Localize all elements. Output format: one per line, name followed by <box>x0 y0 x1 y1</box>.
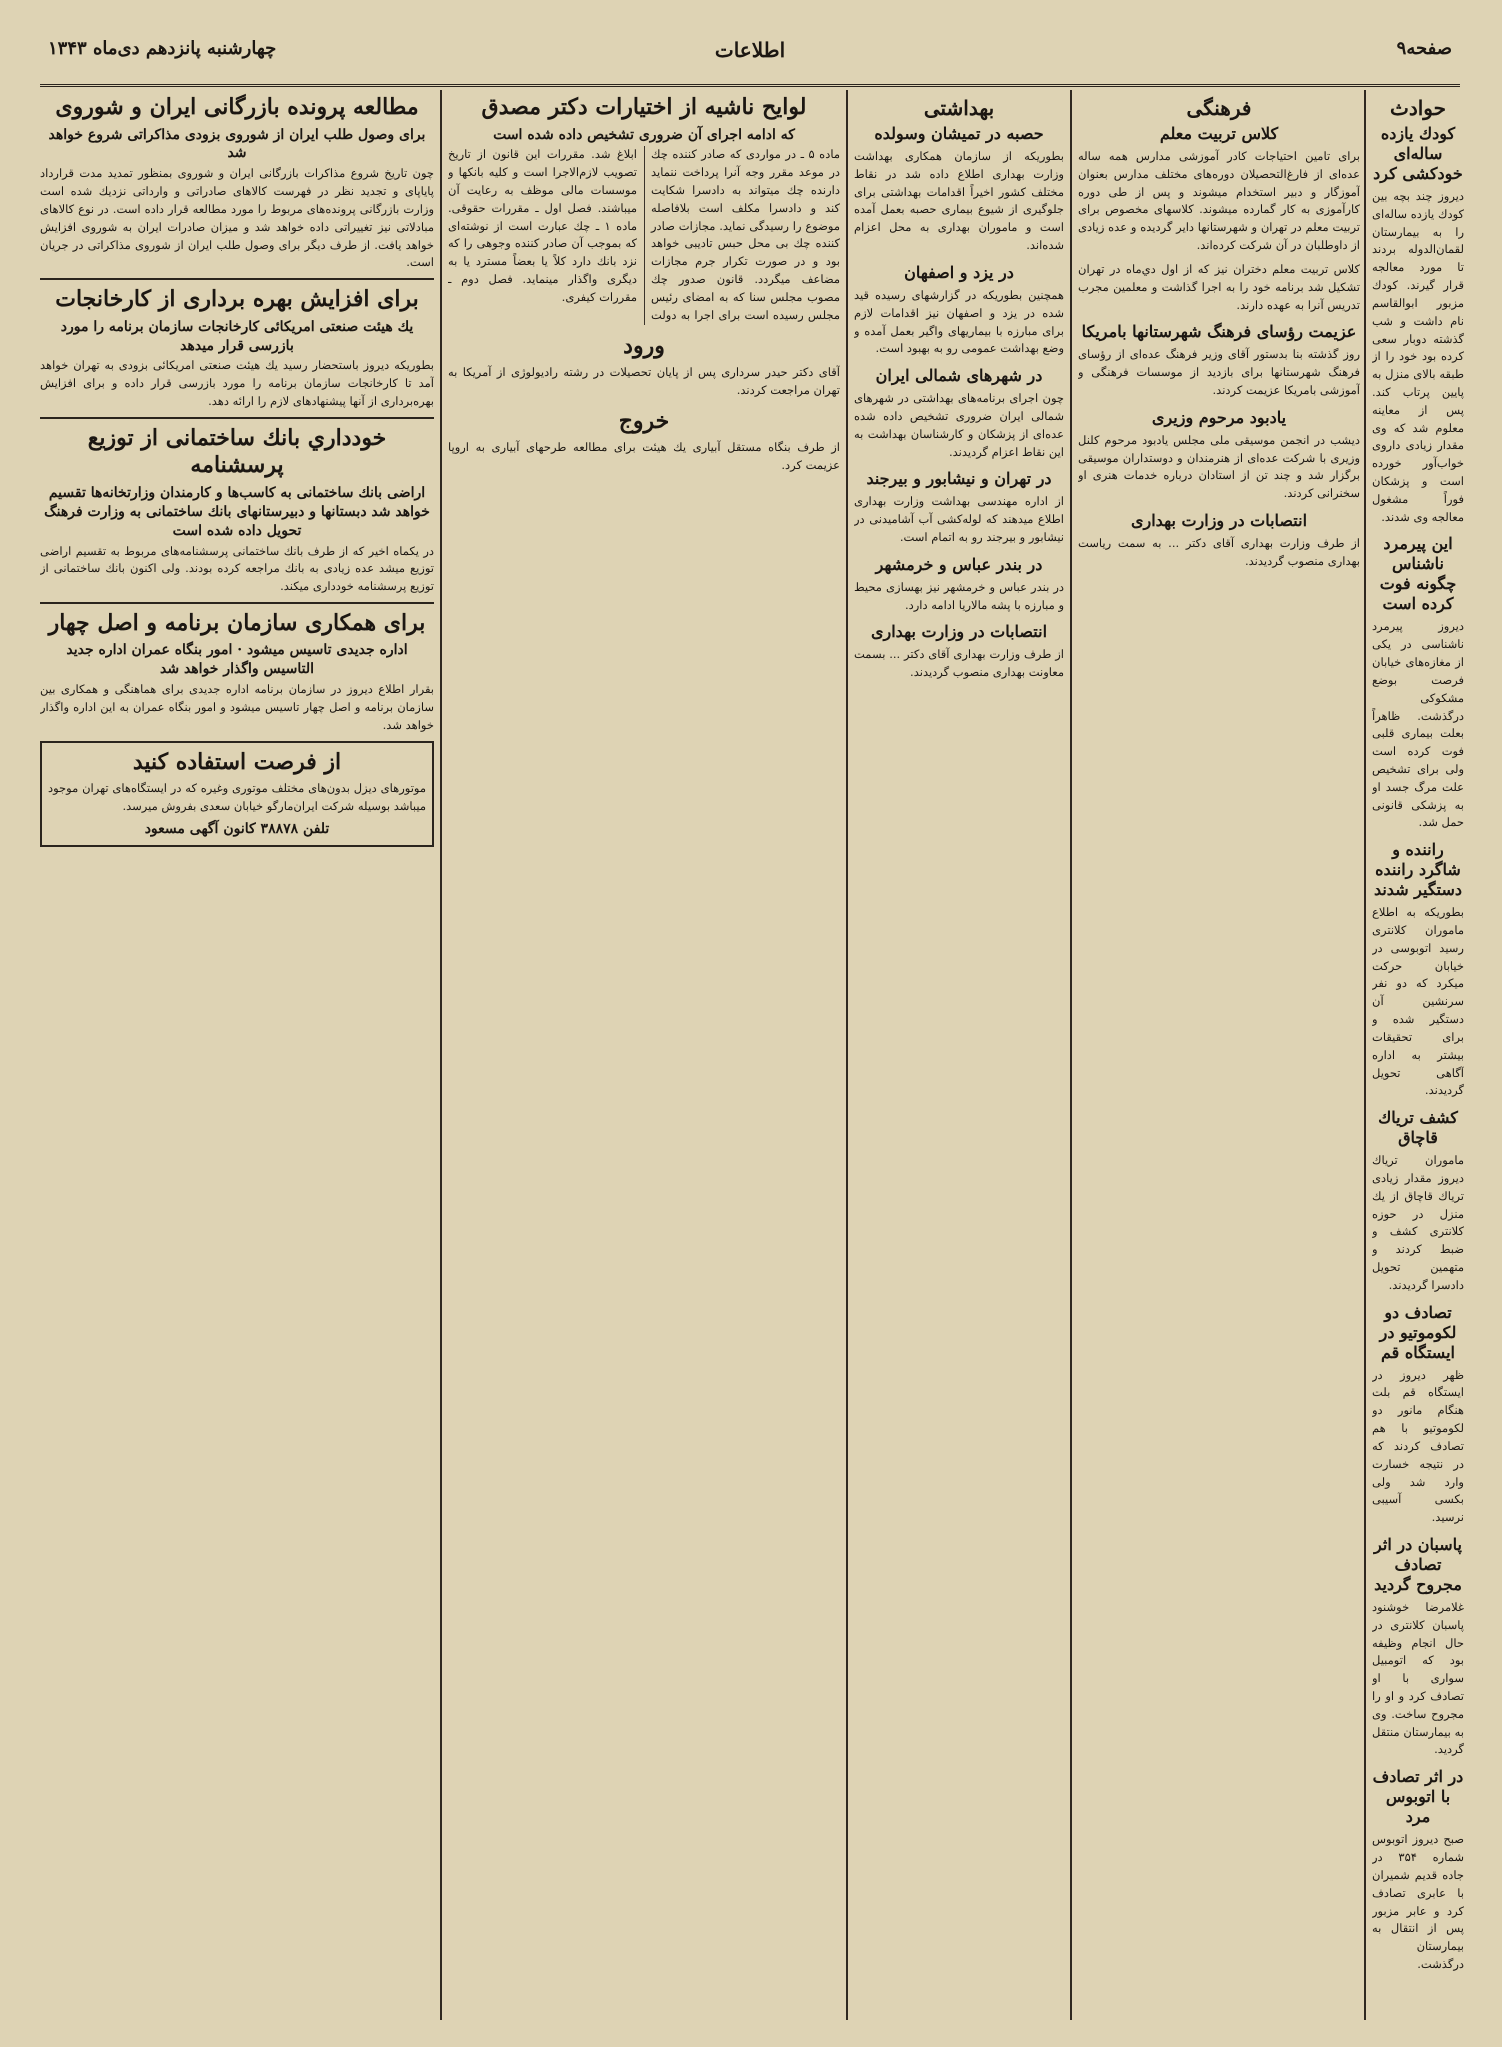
article-subheadline: اراضى بانك ساختمانى به كاسب‌ها و كارمندان وزارتخانه‌ها تقسيم خواهد شد دبستانها و دبيرستانهاى بانك ساختمانى به وزارت فرهنگ تحويل داده شده است <box>44 484 430 539</box>
article-subheadline: يك هيئت صنعتى امريكائى كارخانجات سازمان برنامه را مورد بازرسى قرار ميدهد <box>60 318 414 354</box>
article-headline: ورود <box>623 332 665 359</box>
divider <box>40 602 434 604</box>
article-body: روز گذشته بنا بدستور آقاى وزير فرهنگ عده‌اى از رؤساى فرهنگ شهرستانها براى بازديد از موسسات فرهنگى و آموزشى بامريكا عزيمت كردند. <box>1078 347 1360 397</box>
ad-body: موتورهاى ديزل بدون‌هاى مختلف موتورى وغيره كه در ايستگاه‌هاى تهران موجود ميباشد بوسيله شركت ايران‌مارگو خيابان سعدى بفروش ميرسد. <box>48 781 426 814</box>
article-body: آقاى دكتر حيدر سردارى پس از پايان تحصيلات در رشته راديولوژى از آمريكا به تهران مراجعت كردند. <box>448 365 840 397</box>
article-body: در بندر عباس و خرمشهر نيز بهسازى محيط و مبارزه با پشه مالاريا ادامه دارد. <box>854 579 1064 612</box>
article-body: ظهر ديروز در ايستگاه قم بلت هنگام مانور دو لكوموتيو با هم تصادف كردند كه در نتيجه خسارت وارد شد ولى بكسى آسيبى نرسيد. <box>1372 1367 1464 1525</box>
article-title: انتصابات در وزارت بهدارى <box>1130 511 1308 530</box>
article-body: بطوريكه به اطلاع ماموران كلانترى رسيد اتوبوسى در خيابان حركت ميكرد كه دو نفر سرنشين آن دستگير شده و براى تحقيقات بيشتر به اداره آگاهى تحويل گرديدند. <box>1372 905 1464 1098</box>
article-body: ديروز چند بچه بين كودك يازده ساله‌اى را به بيمارستان لقمان‌الدوله بردند تا مورد معالجه قرار گيرند. كودك مزبور ابوالقاسم نام داشت و شب گذشته دوبار سعى كرده بود خود را از طبقه بالاى منزل به پايين پرتاب كند. پس از معاينه معلوم شد كه وى مقدار زيادى داروى خواب‌آور خورده است و پزشكان فوراً مشغول معالجه وى شدند. <box>1372 189 1464 524</box>
article-title: تصادف دو لكوموتيو در ايستگاه قم <box>1379 1302 1457 1362</box>
article-headline: خروج <box>618 407 670 434</box>
article-body: غلامرضا خوشنود پاسبان كلانترى در حال انجام وظيفه بود كه اتومبيل سوارى با او تصادف كرد و او را مجروح ساخت. وى به بيمارستان منتقل گرديد. <box>1372 1599 1464 1757</box>
article-body: چون تاريخ شروع مذاكرات بازرگانى ايران و شوروى بمنظور تمديد مدت قرارداد پاياپاى و تجديد نظر در فهرست كالاهاى صادراتى و وارداتى نزديك شده است وزارت بازرگانى پرونده‌هاى مربوط را مورد مطالعه قرار داده است. در نوع كالاهاى مبادلاتى نيز تغييراتى داده خواهد شد و ميزان صادرات ايران به شوروى افزايش خواهد يافت. از طرف ديگر براى وصول طلب ايران از شوروى مذاكراتى در جريان است. <box>40 166 434 270</box>
column-rule <box>1070 90 1072 2020</box>
ad-title: از فرصت استفاده كنيد <box>132 748 342 775</box>
article-headline: خودداري بانك ساختمانى از توزيع پرسشنامه <box>87 424 387 479</box>
column-rule <box>846 90 848 2020</box>
article-title: كلاس تربيت معلم <box>1159 124 1279 143</box>
article-title: در بندر عباس و خرمشهر <box>875 554 1043 574</box>
divider <box>40 278 434 280</box>
column-health <box>854 92 1064 2022</box>
column-accidents <box>1372 92 1464 2022</box>
column-rule <box>1364 90 1366 2020</box>
article-title: راننده و شاگرد راننده دستگير شدند <box>1373 840 1463 900</box>
article-title: اين پيرمرد ناشناس چگونه فوت كرده است <box>1379 534 1457 614</box>
article-body: ماده ۵ ـ در مواردى كه صادر كننده چك در موعد مقرر وجه آنرا پرداخت ننمايد دارنده چك ميتواند به دادسرا شكايت كند و دادسرا مكلف است بلافاصله موضوع را رسيدگى نمايد. مجازات صادر كننده چك بى محل حبس تاديبى خواهد بود و در صورت تكرار جرم مجازات مضاعف ميگردد. قانون صدور چك مصوب مجلس سنا كه به امضاى رئيس مجلس رسيده است براى اجرا به دولت ابلاغ شد. مقررات اين قانون از تاريخ تصويب لازم‌الاجرا است و كليه بانكها و موسسات مالى موظف به رعايت آن ميباشند. فصل اول ـ مقررات حقوقى. ماده ۱ ـ چك عبارت است از نوشته‌اى كه بموجب آن صادر كننده وجوهى را كه نزد بانك دارد كلاً يا بعضاً مسترد يا به ديگرى واگذار مينمايد. فصل دوم ـ مقررات كيفرى. <box>448 147 840 322</box>
article-headline: مطالعه پرونده بازرگانى ايران و شوروى <box>55 94 419 120</box>
article-title: انتصابات در وزارت بهدارى <box>870 622 1048 642</box>
article-title: در شهرهاى شمالى ايران <box>875 366 1043 386</box>
article-body: همچنين بطوريكه در گزارشهاى رسيده قيد شده در يزد و اصفهان نيز اقدامات لازم براى مبارزه با بيماريهاى واگير بعمل آمده و وضع بهداشت عمومى رو به بهبود است. <box>854 287 1064 356</box>
article-body: ماموران ترياك ديروز مقدار زيادى ترياك قاچاق از يك منزل در حوزه كلانترى كشف و ضبط كردند و متهمين تحويل دادسرا گرديدند. <box>1372 1153 1464 1292</box>
article-title: كشف ترياك قاچاق <box>1378 1108 1458 1148</box>
advertisement <box>40 741 434 847</box>
article-body: ديروز پيرمرد ناشناسى در يكى از مغازه‌هاى خيابان فرصت بوضع مشكوكى درگذشت. ظاهراً بعلت بيمارى قلبى فوت كرده است ولى براى تشخيص علت مرگ جسد او به پزشكى قانونى حمل شد. <box>1372 619 1464 830</box>
issue-date: چهارشنبه پانزدهم دی‌ماه ۱۳۴۳ <box>48 38 277 59</box>
article-subheadline: كه ادامه اجراى آن ضرورى تشخيص داده شده است <box>493 126 795 143</box>
article-body: بطوريكه از سازمان همكارى بهداشت وزارت بهدارى اطلاع داده شد در نقاط مختلف كشور اخيراً اقدامات بهداشتى براى جلوگيرى از شيوع بيمارى حصبه بعمل آمده است و ماموران بهدارى به محل اعزام شده‌اند. <box>854 149 1064 253</box>
article-body: ديشب در انجمن موسيقى ملى مجلس يادبود مرحوم كلنل وزيرى با شركت عده‌اى از هنرمندان و دوستداران موسيقى برگزار شد و چند تن از استادان درباره خدمات هنرى او سخنرانى كردند. <box>1078 432 1360 501</box>
article-body: صبح ديروز اتوبوس شماره ۳۵۴ در جاده قديم شميران با عابرى تصادف كرد و عابر مزبور پس از انتقال به بيمارستان درگذشت. <box>1372 1832 1464 1971</box>
column-culture <box>1078 92 1360 2022</box>
article-headline: لوايح ناشيه از اختيارات دكتر مصدق <box>481 94 807 120</box>
article-body: بقرار اطلاع ديروز در سازمان برنامه اداره جديدى براى هماهنگى و همكارى بين سازمان برنامه و اصل چهار تاسيس ميشود و امور بنگاه عمران به اين اداره واگذار خواهد شد. <box>40 682 434 732</box>
article-body: بطوريكه ديروز باستحضار رسيد يك هيئت صنعتى امريكائى بزودى به تهران خواهد آمد تا كارخانجات سازمان برنامه را مورد بازرسى قرار داده و براى افزايش بهره‌بردارى از آنها پيشنهادهاى لازم را ارائه دهد. <box>40 358 434 409</box>
article-body: كلاس تربيت معلم دختران نيز كه از اول دي‌ماه در تهران تشكيل شد برنامه خود را به اجرا گذاشت و معلمين مجرب تدريس آنرا به عهده دارند. <box>1078 261 1360 312</box>
article-title: پاسبان در اثر تصادف مجروح گرديد <box>1374 1534 1462 1594</box>
ad-phone: تلفن ۳۸۸۷۸ كانون آگهى مسعود <box>144 820 330 837</box>
column-rule <box>440 90 442 2020</box>
article-headline: براى افزايش بهره بردارى از كارخانجات <box>55 286 419 313</box>
masthead <box>40 24 1460 87</box>
divider <box>40 417 434 419</box>
section-title: فرهنگى <box>1186 96 1252 120</box>
article-body: از اداره مهندسى بهداشت وزارت بهدارى اطلاع ميدهند كه لوله‌كشى آب آشاميدنى در نيشابور و بيرجند رو به اتمام است. <box>854 494 1064 544</box>
article-body: براى تامين احتياجات كادر آموزشى مدارس همه ساله عده‌اى از فارغ‌التحصيلان دوره‌هاى مختلف مدارس بعنوان آموزگار و دبير استخدام ميشوند و پس از طى دوره كارآموزى به كار گمارده ميشوند. كلاسهاى مخصوص براى تربيت معلم در تهران و شهرستانها داير گرديده و عده زيادى از داوطلبان در آن شركت كرده‌اند. <box>1078 149 1360 253</box>
article-body: از طرف وزارت بهدارى آقاى دكتر ... بسمت معاونت بهدارى منصوب گرديدند. <box>854 647 1064 680</box>
article-subheadline: اداره جديدى تاسيس ميشود · امور بنگاه عمران اداره جديد التاسيس واگذار خواهد شد <box>66 642 408 678</box>
page-number: صفحه۹ <box>1396 38 1452 59</box>
article-body: از طرف بنگاه مستقل آبيارى يك هيئت براى مطالعه طرحهاى آبيارى به اروپا عزيمت كرد. <box>448 440 840 472</box>
article-title: عزيمت رؤساى فرهنگ شهرستانها بامريكا <box>1081 322 1357 342</box>
article-title: در تهران و نيشابور و بيرجند <box>866 469 1052 489</box>
article-title: حصبه در تميشان وسولده <box>874 124 1044 143</box>
section-title: بهداشتى <box>923 96 995 120</box>
column-economy <box>40 92 434 2022</box>
article-title: در يزد و اصفهان <box>904 262 1014 282</box>
article-body: از طرف وزارت بهدارى آقاى دكتر ... به سمت رياست بهدارى منصوب گرديدند. <box>1078 536 1360 568</box>
article-title: يادبود مرحوم وزيرى <box>1151 407 1287 427</box>
article-title: در اثر تصادف با اتوبوس مرد <box>1372 1767 1464 1827</box>
column-bills <box>448 92 840 2022</box>
article-body: چون اجراى برنامه‌هاى بهداشتى در شهرهاى شمالى ايران ضرورى تشخيص داده شده عده‌اى از پزشكان و كارشناسان بهداشت به اين نقاط اعزام گرديدند. <box>854 391 1064 459</box>
article-title: كودك يازده ساله‌اى خودكشى كرد <box>1373 124 1463 183</box>
article-body: در يكماه اخير كه از طرف بانك ساختمانى پرسشنامه‌هاى مربوط به تقسيم اراضى توزيع ميشد عده زيادى به بانك مراجعه كرده بودند. ولى اكنون بانك ساختمانى از توزيع پرسشنامه خوددارى ميكند. <box>40 543 434 594</box>
article-headline: براى همكارى سازمان برنامه و اصل چهار <box>48 609 426 636</box>
article-subheadline: براى وصول طلب ايران از شوروى بزودى مذاكراتى شروع خواهد شد <box>48 126 426 162</box>
paper-name: اطلاعات <box>714 38 786 62</box>
section-title: حوادث <box>1390 96 1446 120</box>
